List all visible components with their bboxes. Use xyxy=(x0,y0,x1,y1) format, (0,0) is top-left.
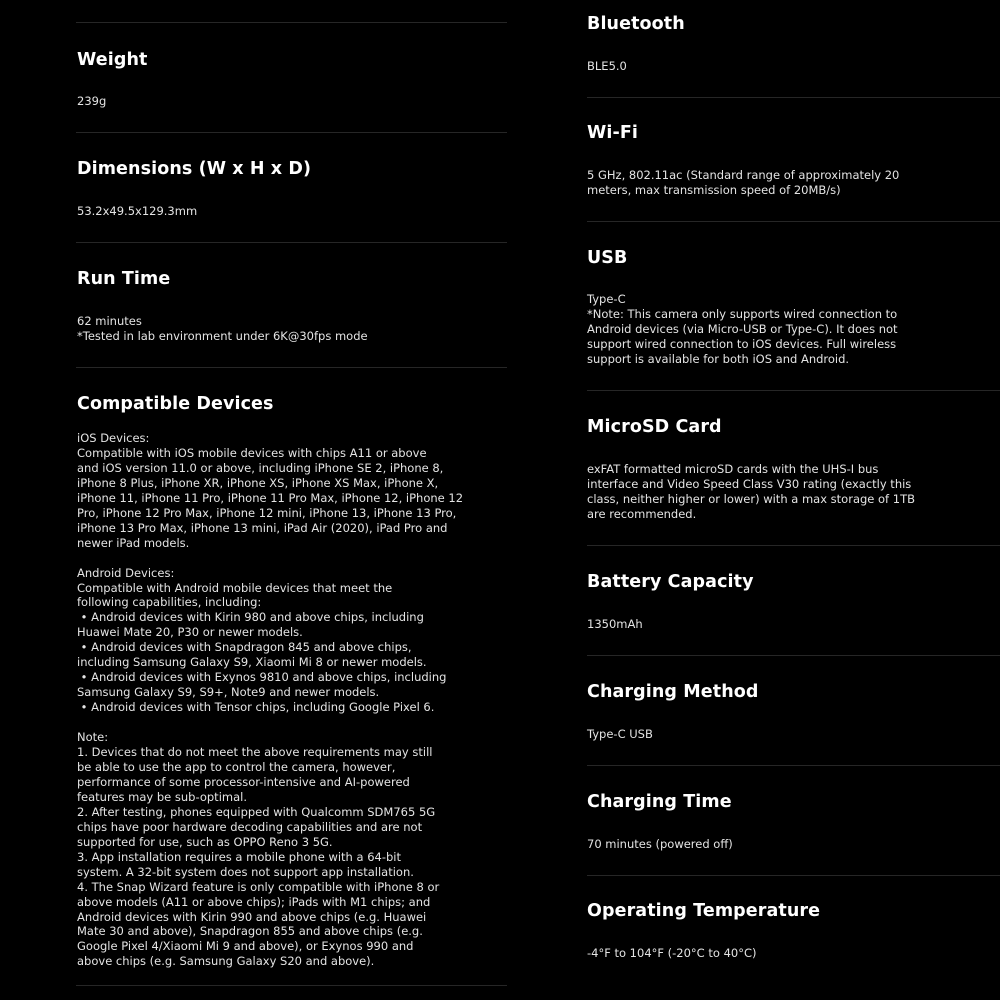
divider xyxy=(76,985,507,986)
divider xyxy=(76,242,507,243)
divider xyxy=(587,545,1000,546)
spec-value-charging-time: 70 minutes (powered off) xyxy=(587,837,733,851)
divider xyxy=(76,132,507,133)
spec-title-operating-temperature: Operating Temperature xyxy=(587,901,821,921)
spec-value-wifi: 5 GHz, 802.11ac (Standard range of approximately 20 meters, max transmission speed of 20MB/s) xyxy=(587,168,900,197)
spec-title-bluetooth: Bluetooth xyxy=(587,14,685,34)
divider xyxy=(587,875,1000,876)
divider xyxy=(587,97,1000,98)
spec-title-run-time: Run Time xyxy=(77,269,171,289)
divider xyxy=(587,655,1000,656)
spec-title-microsd-card: MicroSD Card xyxy=(587,417,722,437)
divider xyxy=(587,765,1000,766)
spec-value-microsd-card: exFAT formatted microSD cards with the UHS-I bus interface and Video Speed Class V30 rating (exactly this class, neither higher or lower) with a max storage of 1TB are recommended. xyxy=(587,462,915,521)
spec-value-charging-method: Type-C USB xyxy=(587,727,653,741)
spec-title-dimensions: Dimensions (W x H x D) xyxy=(77,159,312,179)
spec-title-wifi: Wi-Fi xyxy=(587,123,639,143)
spec-value-bluetooth: BLE5.0 xyxy=(587,59,627,73)
spec-value-dimensions: 53.2x49.5x129.3mm xyxy=(77,204,198,218)
spec-value-run-time: 62 minutes *Tested in lab environment under 6K@30fps mode xyxy=(77,314,368,343)
spec-title-weight: Weight xyxy=(77,50,148,70)
spec-title-compatible-devices: Compatible Devices xyxy=(77,394,274,414)
divider xyxy=(76,22,507,23)
spec-title-usb: USB xyxy=(587,248,628,268)
spec-title-battery-capacity: Battery Capacity xyxy=(587,572,754,592)
spec-value-operating-temperature: -4°F to 104°F (-20°C to 40°C) xyxy=(587,946,757,960)
spec-value-usb: Type-C *Note: This camera only supports wired connection to Android devices (via Micro-USB or Type-C). It does not support wired connection to iOS devices. Full wireless support is available for both iOS and Android. xyxy=(587,292,898,366)
spec-value-compatible-devices: iOS Devices: Compatible with iOS mobile devices with chips A11 or above and iOS version 11.0 or above, including iPhone SE 2, iPhone 8, iPhone 8 Plus, iPhone XR, iPhone XS, iPhone XS Max, iPhone X, iPhone 11, iPhone 11 Pro, iPhone 11 Pro Max, iPhone 12, iPhone 12 Pro, iPhone 12 Pro Max, iPhone 12 mini, iPhone 13, iPhone 13 Pro, iPhone 13 Pro Max, iPhone 13 mini, iPad Air (2020), iPad Pro and newer iPad models. Android Devices: Compatible with Android mobile devices that meet the following capabilities, including: • Android devices with Kirin 980 and above chips, including Huawei Mate 20, P30 or newer models. • Android devices with Snapdragon 845 and above chips, including Samsung Galaxy S9, Xiaomi Mi 8 or newer models. • Android devices with Exynos 9810 and above chips, including Samsung Galaxy S9, S9+, Note9 and newer models. • Android devices with Tensor chips, including Google Pixel 6. Note: 1. Devices that do not meet the above requirements may still be able to use the app to control the camera, however, performance of some processor-intensive and AI-powered features may be sub-optimal. 2. After testing, phones equipped with Qualcomm SDM765 5G chips have poor hardware decoding capabilities and are not supported for use, such as OPPO Reno 3 5G. 3. App installation requires a mobile phone with a 64-bit system. A 32-bit system does not support app installation. 4. The Snap Wizard feature is only compatible with iPhone 8 or above models (A11 or above chips); iPads with M1 chips; and Android devices with Kirin 990 and above chips (e.g. Huawei Mate 30 and above), Snapdragon 855 and above chips (e.g. Google Pixel 4/Xiaomi Mi 9 and above), or Exynos 990 and above chips (e.g. Samsung Galaxy S20 and above). xyxy=(77,431,464,969)
divider xyxy=(587,221,1000,222)
spec-value-weight: 239g xyxy=(77,94,107,108)
divider xyxy=(587,390,1000,391)
divider xyxy=(76,367,507,368)
spec-title-charging-time: Charging Time xyxy=(587,792,732,812)
spec-value-battery-capacity: 1350mAh xyxy=(587,617,643,631)
spec-title-charging-method: Charging Method xyxy=(587,682,759,702)
